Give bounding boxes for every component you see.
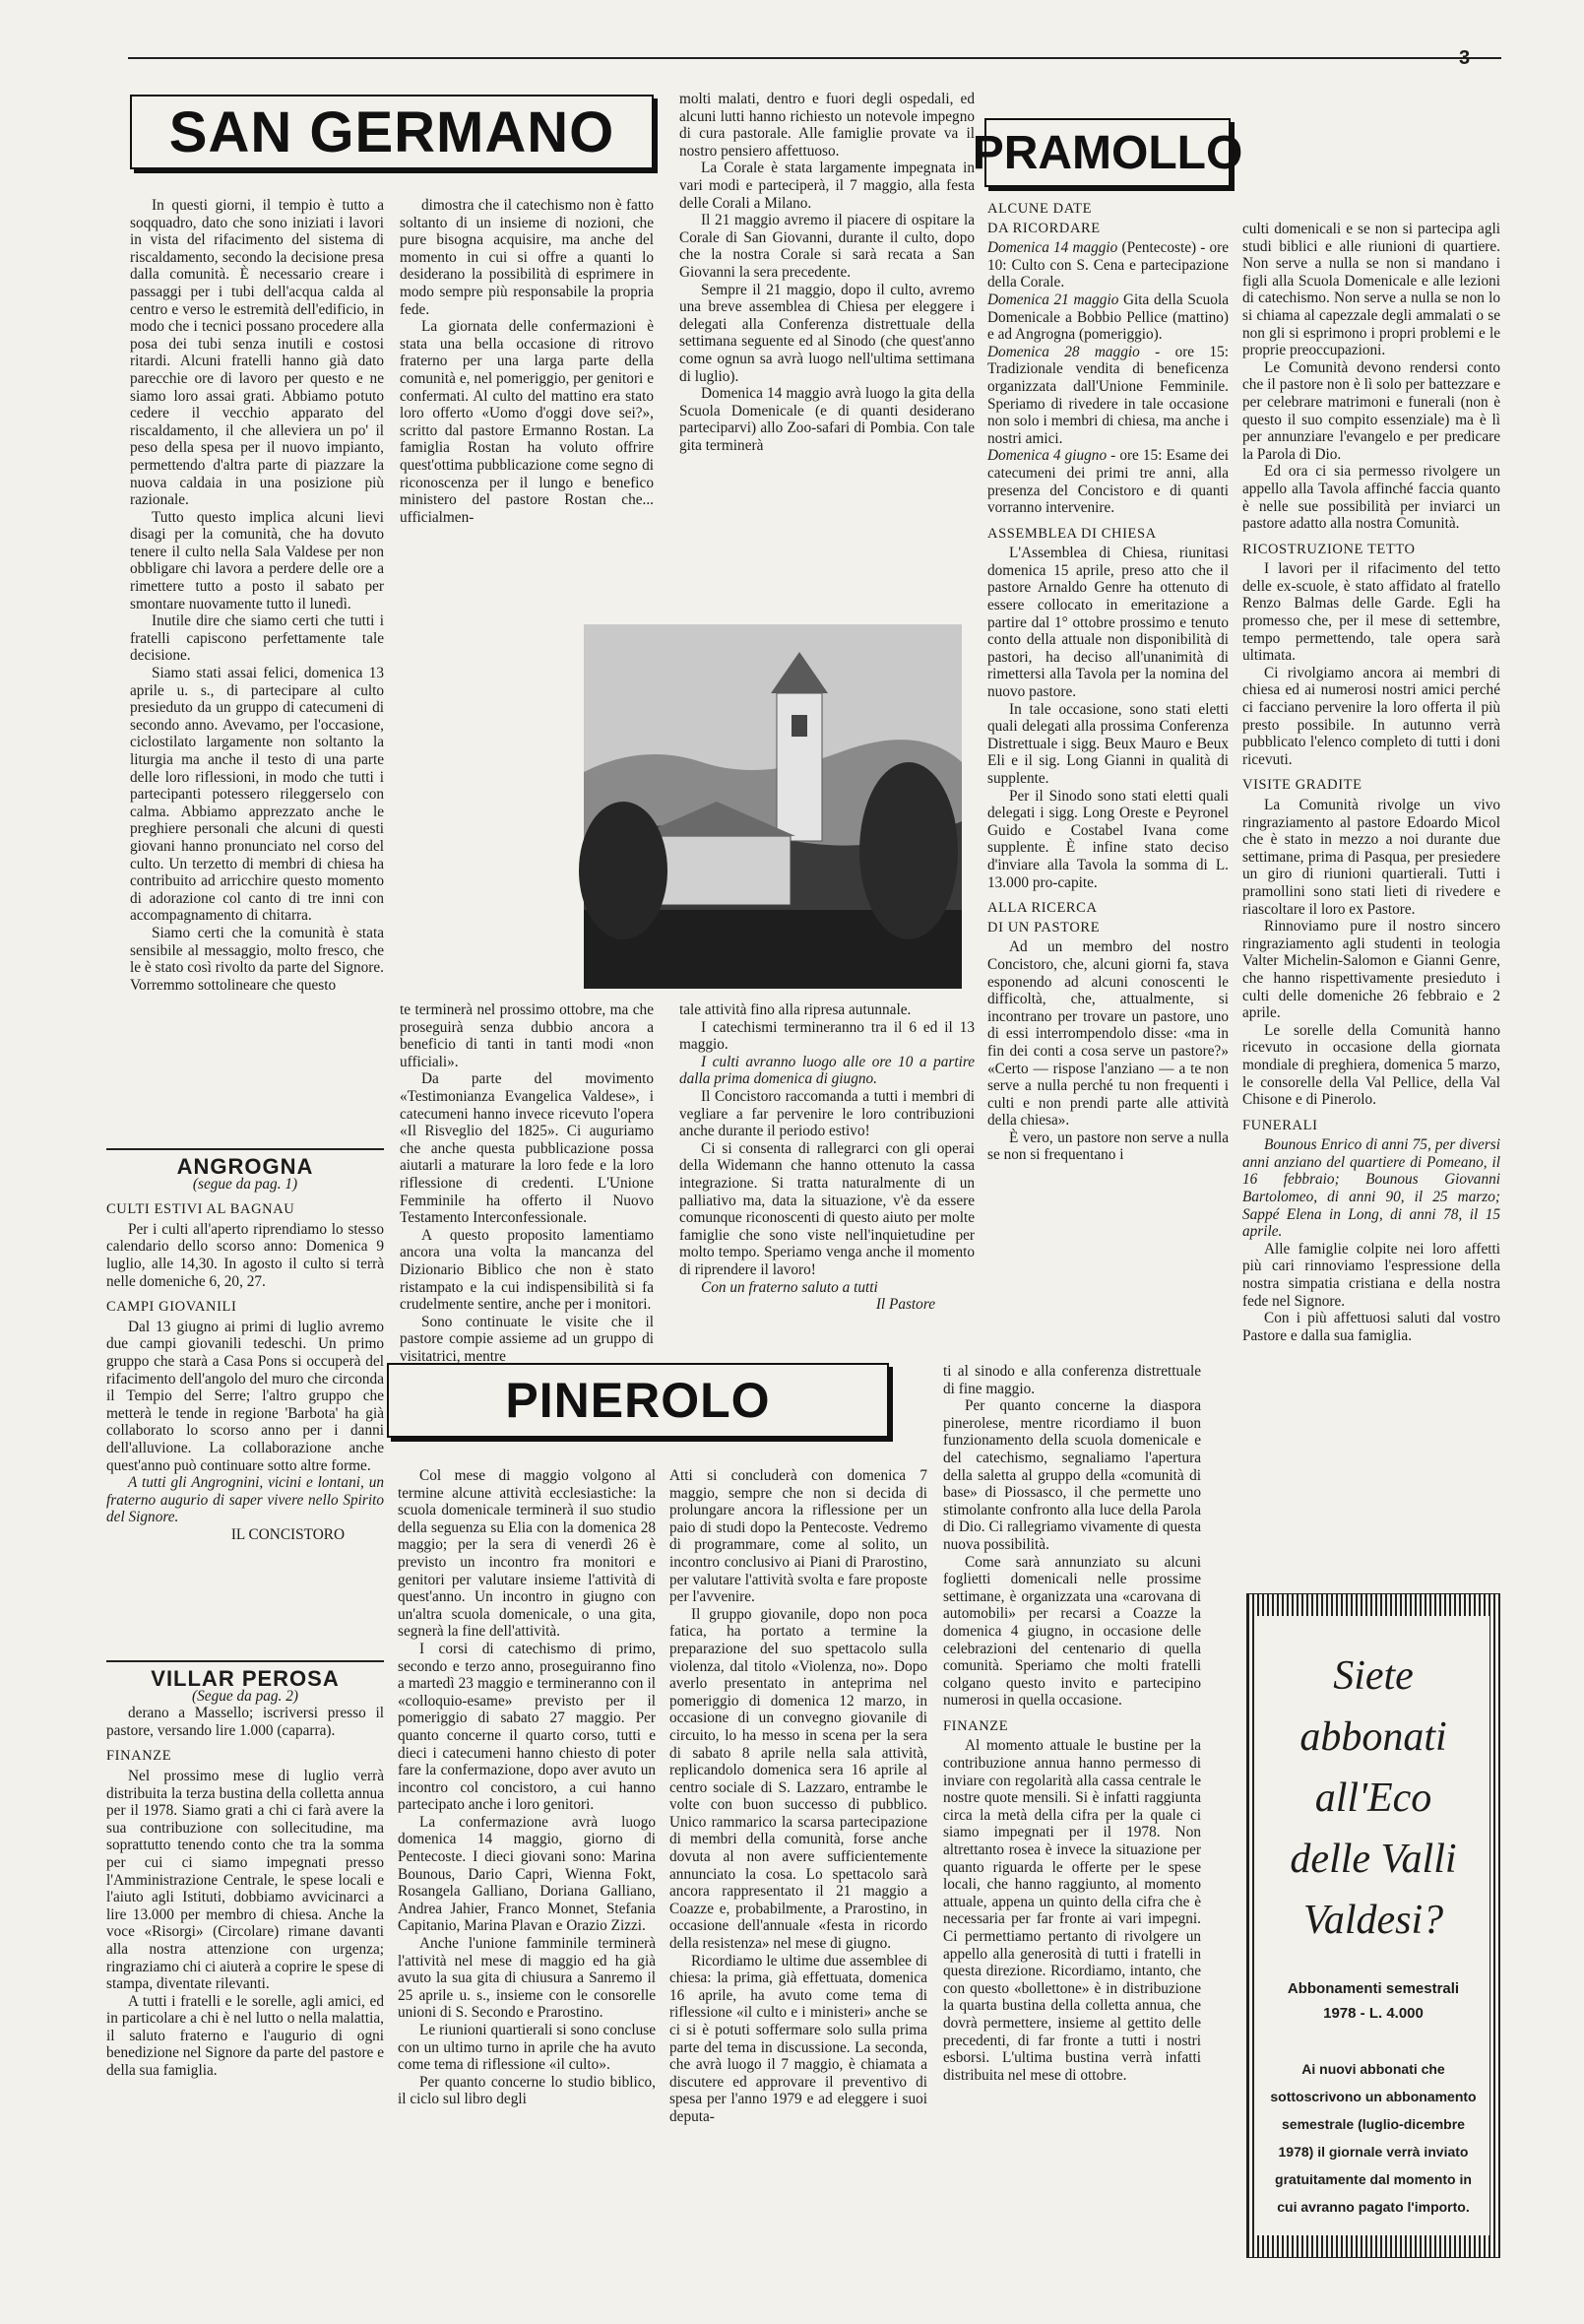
subheading: CULTI ESTIVI AL BAGNAU [106, 1201, 295, 1218]
paragraph: Le sorelle della Comunità hanno ricevuto in occasione della giornata mondiale di preghiera, domenica 5 marzo, le consorelle della Val Pellice, della Val Chisone e di Pinerolo. [1242, 1021, 1500, 1109]
paragraph: La giornata delle confermazioni è stata una bella occasione di ritrovo fraterno per una larga parte della comunità e, nel pomeriggio, per genitori e confermati. Al culto del mattino era stato loro offerto «Uomo d'oggi dove sei?», scritto dal pastore Ermanno Rostan. La famiglia Rostan ha voluto offrire quest'ottima pubblicazione come segno di riconoscenza per il lungo e benefico ministero del pastore Rostan che... ufficialmen- [400, 318, 654, 526]
ad-title-line: abbonati [1299, 1714, 1447, 1760]
paragraph: Ricordiamo le ultime due assemblee di chiesa: la prima, già effettuata, domenica 16 aprile, ha avuto come tema di riflessione «il culto e i ministeri» anche se ci si è potuti soffermare solo sulla prima parte del tema in discussione. La seconda, che avrà luogo il 7 maggio, è chiamata a discutere ed approvare il preventivo di spesa per l'anno 1979 e ad eleggere i suoi deputa- [669, 1952, 927, 2125]
paragraph: È vero, un pastore non serve a nulla se non si frequentano i [987, 1129, 1229, 1164]
paragraph: Inutile dire che siamo certi che tutti i fratelli capiscono perfettamente tale decisione. [130, 613, 384, 665]
date-label: Domenica 4 giugno [987, 447, 1108, 465]
san-germano-title: SAN GERMANO [168, 99, 615, 164]
paragraph: La Corale è stata largamente impegnata in vari modi e parteciperà, il 7 maggio, alla festa delle Corali a Milano. [679, 160, 975, 212]
paragraph: I corsi di catechismo di primo, secondo e terzo anno, proseguiranno fino a martedì 23 maggio e termineranno con il «colloquio-esame» previsto per il pomeriggio di sabato 27 maggio. Per quanto concerne il quarto corso, tutti e dieci i catecumeni hanno chiesto di poter fare la confermazione, dopo aver avuto un incontro col concistoro, a cui hanno partecipato anche i loro genitori. [398, 1640, 656, 1814]
date-label: Domenica 14 maggio [987, 239, 1118, 257]
paragraph: Il gruppo giovanile, dopo non poca fatica, ha portato a termine la preparazione del suo spettacolo sulla violenza, dal titolo «Violenza, no». Dopo averlo presentato in anteprima nel pomeriggio di domenica 12 marzo, in occasione di un convegno giovanile di circuito, lo ha messo in scena per la sera di sabato 8 aprile nella sala attività, replicandolo domenica sera 16 aprile al centro sociale di S. Lazzaro, entrambe le volte con buon successo di pubblico. Unico rammarico la scarsa partecipazione di membri della comunità, forse anche dovuta al non avere sufficientemente annunciato la cosa. Lo spettacolo sarà ancora rappresentato il 21 maggio a Coazze e, probabilmente, a Prarostino, in occasione dell'annuale «festa in ricordo della resistenza» nel mese di giugno. [669, 1605, 927, 1953]
paragraph: Ad un membro del nostro Concistoro, che, alcuni giorni fa, stava esponendo ad alcuni conoscenti le difficoltà, che, attualmente, si incontrano per trovare un pastore, uno di essi interrompendolo disse: «ma in fin dei conti a cosa serve un pastore?» «Certo — rispose l'anziano — a te non serve a nulla perché tu non frequenti i culti e non prendi parte alle attività della chiesa». [987, 938, 1229, 1130]
ad-subtitle-line: Abbonamenti semestrali [1287, 1980, 1460, 1997]
top-rule [128, 57, 1501, 59]
angrogna-title: ANGROGNA [176, 1154, 314, 1179]
paragraph: A tutti i fratelli e le sorelle, agli amici, ed in particolare a chi è nel lutto o nella malattia, il saluto fraterno e l'augurio di ogni benedizione nel Signore da parte del pastore e della sua famiglia. [106, 1992, 384, 2080]
paragraph: Ci si consenta di rallegrarci con gli operai della Widemann che hanno ottenuto la cassa integrazione. Si tratta naturalmente di un palliativo ma, data la situazione, v'è da essere comunque riconoscenti di questo aiuto per molte famiglie che sono viste nell'inquietudine per molto tempo. Speriamo venga anche il momento di riprendere il lavoro! [679, 1139, 975, 1278]
paragraph: Alle famiglie colpite nei loro affetti più cari rinnoviamo l'espressione della nostra simpatia cristiana e della nostra fede nel Signore. [1242, 1240, 1500, 1310]
paragraph: Sono continuate le visite che il pastore compie assieme ad un gruppo di visitatrici, mentre [400, 1313, 654, 1365]
ad-inner [1257, 1616, 1489, 2235]
angrogna-section [106, 1142, 384, 1649]
subheading: DA RICORDARE [987, 220, 1101, 236]
middle-col-top [679, 91, 975, 616]
subheading: FINANZE [106, 1748, 172, 1765]
paragraph: La Comunità rivolge un vivo ringraziamento al pastore Edoardo Micol che è stato in mezzo a noi durante due settimane, prima di Pasqua, per presiedere un giro di riunioni quartierali. Tutti i pramollini sono stati lieti di rivedere e riascoltare il loro ex Pastore. [1242, 797, 1500, 918]
closing-greeting: Con un fraterno saluto a tutti [701, 1278, 878, 1296]
segue-note: (segue da pag. 1) [192, 1175, 298, 1193]
pinerolo-col3 [943, 1363, 1201, 2294]
paragraph: Sempre il 21 maggio, dopo il culto, avremo una breve assemblea di Chiesa per eleggere i delegati alla Conferenza distrettuale della settimana seguente ed al Sinodo (che quest'anno come ognun sa avrà luogo nell'ultima settimana di luglio). [679, 281, 975, 385]
page-number: 3 [1459, 47, 1471, 69]
paragraph: molti malati, dentro e fuori degli ospedali, ed alcuni lutti hanno richiesto un notevole impegno di cura pastorale. Alle famiglie provate va il nostro pensiero affettuoso. [679, 91, 975, 160]
subheading: ALCUNE DATE [987, 201, 1093, 217]
san-germano-col2 [400, 197, 654, 611]
paragraph: Domenica 14 maggio avrà luogo la gita della Scuola Domenicale (e di quanti desiderano parteciparvi) allo Zoo-safari di Pombia. Con tale gita terminerà [679, 385, 975, 454]
pramollo-col1 [987, 201, 1229, 1319]
paragraph: Per quanto concerne lo studio biblico, il ciclo sul libro degli [398, 2073, 656, 2108]
paragraph: ti al sinodo e alla conferenza distrettuale di fine maggio. [943, 1363, 1201, 1397]
divider [106, 1660, 384, 1662]
san-germano-col1 [130, 197, 384, 1167]
middle-col-b [679, 1001, 975, 1326]
date-label: Domenica 28 maggio [987, 343, 1140, 360]
paragraph: Il Concistoro raccomanda a tutti i membri di vegliare a far pervenire le loro contribuzioni anche durante il periodo estivo! [679, 1087, 975, 1140]
pramollo-col2 [1242, 221, 1500, 1589]
paragraph: derano a Massello; iscriversi presso il pastore, versando lire 1.000 (caparra). [106, 1705, 384, 1739]
paragraph: Con i più affettuosi saluti dal vostro Pastore e dalla sua famiglia. [1242, 1310, 1500, 1344]
paragraph: Anche l'unione famminile terminerà l'attività nel mese di maggio ed ha già avuto la sua gita di chiusura a Sanremo il 25 aprile u. s., insieme con le consorelle unioni di S. Secondo e Prarostino. [398, 1935, 656, 2022]
date-text: - ore 15: Esame dei catecumeni dei primi tre anni, alla presenza del Concistoro e di quanti vorranno intervenire. [987, 447, 1229, 517]
paragraph: te terminerà nel prossimo ottobre, ma che proseguirà senza dubbio ancora a beneficio di tanti in tanti modi «non ufficiali». [400, 1001, 654, 1070]
segue-note: (Segue da pag. 2) [192, 1687, 298, 1705]
paragraph: Per il Sinodo sono stati eletti quali delegati i sigg. Long Oreste e Peyronel Guido e Costabel Ivana come supplente. È infine stato deciso d'inviare alla Tavola la somma di L. 13.000 pro-capite. [987, 787, 1229, 891]
date-label: Domenica 21 maggio [987, 290, 1119, 308]
subheading: ALLA RICERCA [987, 900, 1098, 917]
subheading: RICOSTRUZIONE TETTO [1242, 541, 1416, 557]
date-entry [987, 447, 1229, 516]
date-entry [987, 291, 1229, 344]
pramollo-title: PRAMOLLO [972, 126, 1243, 179]
paragraph-italic: A tutti gli Angrognini, vicini e lontani, un fraterno augurio di saper vivere nello Spirito del Signore. [106, 1474, 384, 1526]
ad-subtitle-line: 1978 - L. 4.000 [1323, 2005, 1424, 2022]
pinerolo-col1 [398, 1467, 656, 2294]
villar-perosa-section [106, 1654, 384, 2294]
church-photo [584, 624, 962, 989]
date-text: - ore 15: Tradizionale vendita di beneficenza organizzata dall'Unione Femminile. Speriamo di rivedere in tale occasione non solo i membri di chiesa, ma anche i nostri amici. [987, 343, 1229, 447]
ad-title-line: all'Eco [1314, 1775, 1432, 1821]
subheading: FINANZE [943, 1717, 1009, 1734]
san-germano-masthead [130, 95, 654, 169]
paragraph: I catechismi termineranno tra il 6 ed il 13 maggio. [679, 1018, 975, 1054]
paragraph: Siamo stati assai felici, domenica 13 aprile u. s., di partecipare al culto presieduto da un gruppo di catecumeni di secondo anno. Avevamo, per l'occasione, ciclostilato largamente non soltanto la liturgia ma anche il testo di una parte delle loro riflessioni, in modo che tutti i partecipanti potessero rileggerselo con calma. Abbiamo apprezzato anche le preghiere personali che alcuni di questi giovani hanno pronunciato nel corso del culto. Un terzetto di membri di chiesa ha contribuito ad arricchire questo momento di adorazione col canto di tre inni con accompagnamento di chitarra. [130, 665, 384, 925]
subheading: DI UN PASTORE [987, 919, 1101, 936]
paragraph: L'Assemblea di Chiesa, riunitasi domenica 15 aprile, preso atto che il pastore Arnaldo Genre ha ottenuto di essere collocato in emeritazione a partire dal 1° ottobre prossimo e tenuto conto della attuale non disponibilità di pastori, ha deciso all'unanimità di rimettersi alla Tavola per la nomina del nuovo pastore. [987, 545, 1229, 701]
paragraph: Per i culti all'aperto riprendiamo lo stesso calendario dello scorso anno: Domenica 9 luglio, alle 14,30. In agosto il culto si terrà nelle domeniche 6, 20, 27. [106, 1220, 384, 1290]
pinerolo-masthead [387, 1363, 889, 1438]
date-entry [987, 344, 1229, 448]
villar-perosa-title: VILLAR PEROSA [151, 1666, 340, 1691]
subheading: VISITE GRADITE [1242, 777, 1362, 794]
paragraph: Al momento attuale le bustine per la contribuzione annua hanno permesso di inviare con regolarità alla cassa centrale le nostre quote mensili. Si è infatti raggiunta circa la metà della cifra per la quale ci siamo impegnati per il 1978. Non altrettanto rosea è invece la situazione per quanto riguarda le offerte per le spese locali, che hanno raggiunto, al momento attuale, appena un quinto della cifra che è necessaria per far fronte ai vari impegni. Ci permettiamo pertanto di rivolgere un appello alla generosità di tutti i fratelli in questa direzione. Ricordiamo, intanto, che con questo «bollettone» è in distribuzione la quarta bustina della colletta annua, che dovrà permettere, insieme al gettito delle precedenti, di far fronte a tutti i nostri esborsi. L'ultima bustina verrà infatti distribuita nel mese di ottobre. [943, 1737, 1201, 2084]
signature: IL CONCISTORO [230, 1525, 345, 1543]
paragraph: Dal 13 giugno ai primi di luglio avremo due campi giovanili tedeschi. Un primo gruppo che starà a Casa Pons si occuperà del rifacimento dell'angolo del muro che circonda il Tempio del Serre; l'altro gruppo che metterà le tende in regione 'Barbota' ha già collaborato lo scorso anno per i danni dell'alluvione. La collaborazione anche quest'anno può continuare sotto altre forme. [106, 1318, 384, 1474]
ad-title-line: Siete [1333, 1653, 1414, 1699]
ad-title-line: delle Valli [1290, 1837, 1457, 1882]
paragraph: Ci rivolgiamo ancora ai membri di chiesa ed ai numerosi nostri amici perché ci facciano pervenire la loro offerta il più presto possibile. In autunno verrà pubblicato l'elenco completo di tutti i doni ricevuti. [1242, 664, 1500, 768]
paragraph: Siamo certi che la comunità è stata sensibile al messaggio, molto fresco, che le è stato così rivolto da parte del Signore. Vorremmo sottolineare che questo [130, 924, 384, 994]
ad-subtitle [1267, 1976, 1480, 2026]
date-entry [987, 239, 1229, 291]
paragraph: culti domenicali e se non si partecipa agli studi biblici e alle riunioni di quartiere. Non serve a nulla se non si mandano i figli alla Scuola Domenicale e alle lezioni di catechismo. Non serve a nulla se non lo si chiama al capezzale degli ammalati o se non gli si esprimono i propri problemi e le proprie preoccupazioni. [1242, 221, 1500, 359]
paragraph: In questi giorni, il tempio è tutto a soqquadro, dato che sono iniziati i lavori in vista del rifacimento del sistema di riscaldamento, secondo la decisione presa dalla comunità. È necessario creare i passaggi per i tubi dell'acqua calda al centro e verso le estremità dell'edificio, in modo che i tecnici possano procedere alla posa dei tubi senza inutili e costosi ritardi. Alcuni fratelli hanno già dato parecchie ore di lavoro per questo e ne siamo loro assai grati. Abbiamo potuto cedere il vecchio apparato del riscaldamento, il che alleviera un po' il peso della spesa per il nuovo impianto, permettendo d'altra parte di piazzare la nuova caldaia in una posizione più razionale. [130, 197, 384, 509]
ad-title-line: Valdesi? [1302, 1898, 1444, 1943]
church-illustration [584, 624, 962, 989]
paragraph: Il 21 maggio avremo il piacere di ospitare la Corale di San Giovanni, durante il culto, dopo che la nostra Corale si sarà recata a San Giovanni la sera precedente. [679, 212, 975, 281]
paragraph: Col mese di maggio volgono al termine alcune attività ecclesiastiche: la scuola domenicale terminerà il suo studio della seguenza su Elia con la domenica 28 maggio; per la sera di venerdì 26 è previsto un incontro fra monitori e genitori per valutare insieme l'attività di quest'anno. Un incontro in giugno con un'altra scuola domenicale, o una gita, segnerà la fine dell'attività. [398, 1467, 656, 1641]
date-text: Gita della Scuola Domenicale a Bobbio Pellice (mattino) e ad Angrogna (pomeriggio). [987, 290, 1229, 344]
paragraph-italic: I culti avranno luogo alle ore 10 a partire dalla prima domenica di giugno. [679, 1053, 975, 1088]
paragraph: La confermazione avrà luogo domenica 14 maggio, giorno di Pentecoste. I dieci giovani sono: Marina Bounous, Dario Capri, Wienna Fokt, Rosangela Galliano, Doriana Galliano, Andrea Jahier, Franco Monnet, Stefania Capitanio, Marina Plavan e Orazio Zizzi. [398, 1813, 656, 1935]
subheading: CAMPI GIOVANILI [106, 1299, 237, 1316]
paragraph: Ed ora ci sia permesso rivolgere un appello alla Tavola affinché faccia quanto è nelle sue possibilità per inviarci un pastore adatto alla nostra Comunità. [1242, 463, 1500, 533]
paragraph: Nel prossimo mese di luglio verrà distribuita la terza bustina della colletta annua per il 1978. Siamo grati a chi ci farà avere la sua contribuzione con sollecitudine, ma soprattutto tenendo conto che tra la somma per cui ci siamo impegnati presso l'Amministrazione Centrale, le spese locali e l'aiuto agli Istituti, dobbiamo avvicinarci a lire 13.000 per membro di chiesa. Anche la voce «Risorgi» (Circolare) rimane davanti alla nostra attenzione con urgenza; ringraziamo chi ci aiuterà a coprire le spese di stampa, diventate rilevanti. [106, 1767, 385, 1993]
paragraph: Le Comunità devono rendersi conto che il pastore non è lì solo per battezzare e per celebrare matrimoni e funerali (non è questo il suo compito essenziale) ma è lì per annunziare l'evangelo e per predicare la Parola di Dio. [1242, 358, 1500, 463]
subheading: ASSEMBLEA DI CHIESA [987, 525, 1157, 542]
paragraph: Atti si concluderà con domenica 7 maggio, sempre che non si decida di prolungare ancora la riflessione per un paio di studi dopo la Pentecoste. Vedremo di programmare, come al solito, un incontro conclusivo ai Piani di Prarostino, per valutare l'attività svolta e fare proposte per l'avvenire. [669, 1467, 927, 1606]
paragraph: Le riunioni quartierali si sono concluse con un ultimo turno in aprile che ha avuto come tema di riflessione «il culto». [398, 2022, 656, 2074]
subscription-ad [1246, 1593, 1500, 2258]
paragraph: Rinnoviamo pure il nostro sincero ringraziamento agli studenti in teologia Valter Michelin-Salomon e Gianni Genre, che hanno rispettivamente presieduto i culti delle domeniche 26 febbraio e 2 aprile. [1242, 918, 1500, 1022]
pinerolo-col2 [669, 1467, 927, 2294]
paragraph: Tutto questo implica alcuni lievi disagi per la comunità, che ha dovuto tenere il culto nella Sala Valdese per non obbligare chi lavora a perdere delle ore a rimettere tutto a posto il sabato per smontare nuovamente tutto il lunedì. [130, 508, 384, 613]
divider [106, 1148, 384, 1150]
signature: Il Pastore [875, 1296, 935, 1314]
date-text: (Pentecoste) - ore 10: Culto con S. Cena e partecipazione della Corale. [987, 239, 1229, 291]
ad-text: Ai nuovi abbonati che sottoscrivono un abbonamento semestrale (luglio-dicembre 1978) il giornale verrà inviato gratuitamente dal momento in cui avranno pagato l'importo. [1270, 2061, 1477, 2215]
paragraph: Come sarà annunziato su alcuni foglietti domenicali nelle prossime settimane, è organizzata una «carovana di automobili» per recarsi a Coazze la domenica 4 giugno, in occasione delle celebrazioni del centenario di quella comunità. Speriamo che molti fratelli colgano questo invito e partecipino numerosi in quella occasione. [943, 1553, 1201, 1710]
paragraph: A questo proposito lamentiamo ancora una volta la mancanza del Dizionario Biblico che non è stato ristampato e la cui indispensibilità si fa crudelmente sentire, anche per i monitori. [400, 1226, 654, 1314]
pramollo-masthead [972, 118, 1243, 187]
paragraph: dimostra che il catechismo non è fatto soltanto di un insieme di nozioni, che pure bisogna acquisire, ma anche del momento in cui si offre a quanti lo desiderano la possibilità di esprimere in modo sempre più responsabile la propria fede. [400, 197, 654, 318]
middle-col-a [400, 1001, 654, 1365]
subheading: FUNERALI [1242, 1117, 1318, 1133]
paragraph: In tale occasione, sono stati eletti quali delegati alla prossima Conferenza Distrettuale i sigg. Beux Mauro e Beux Eli e il sig. Long Gianni in qualità di supplente. [987, 700, 1229, 787]
paragraph: I lavori per il rifacimento del tetto delle ex-scuole, è stato affidato al fratello Renzo Balmas delle Garde. Egli ha promesso che, per il mese di settembre, tempo permettendo, tale opera sarà ultimata. [1242, 560, 1500, 665]
paragraph: Per quanto concerne la diaspora pinerolese, mentre ricordiamo il buon funzionamento della scuola domenicale e del catechismo, segnaliamo l'apertura della saletta al gruppo della «comunità di base» di Piossasco, il che permette uno stimolante confronto alla luce della Parola di Dio. Ci rallegriamo vivamente di questa nuova possibilità. [943, 1397, 1201, 1553]
pinerolo-title: PINEROLO [505, 1373, 771, 1428]
paragraph: Bounous Enrico di anni 75, per diversi anni anziano del quartiere di Pomeano, il 16 febbraio; Bounous Giovanni Bartolomeo, di anni 90, il 25 marzo; Sappé Elena in Long, di anni 78, il 15 aprile. [1242, 1136, 1500, 1241]
paragraph: Da parte del movimento «Testimonianza Evangelica Valdese», i catecumeni hanno invece ricevuto l'opera «Il Risveglio del 1825». Ci auguriamo che anche questa pubblicazione possa aiutarli a maturare la loro fede e la loro riflessione di credenti. L'Unione Femminile ha offerto il Nuovo Testamento Interconfessionale. [400, 1070, 654, 1227]
paragraph: tale attività fino alla ripresa autunnale. [679, 1001, 912, 1018]
